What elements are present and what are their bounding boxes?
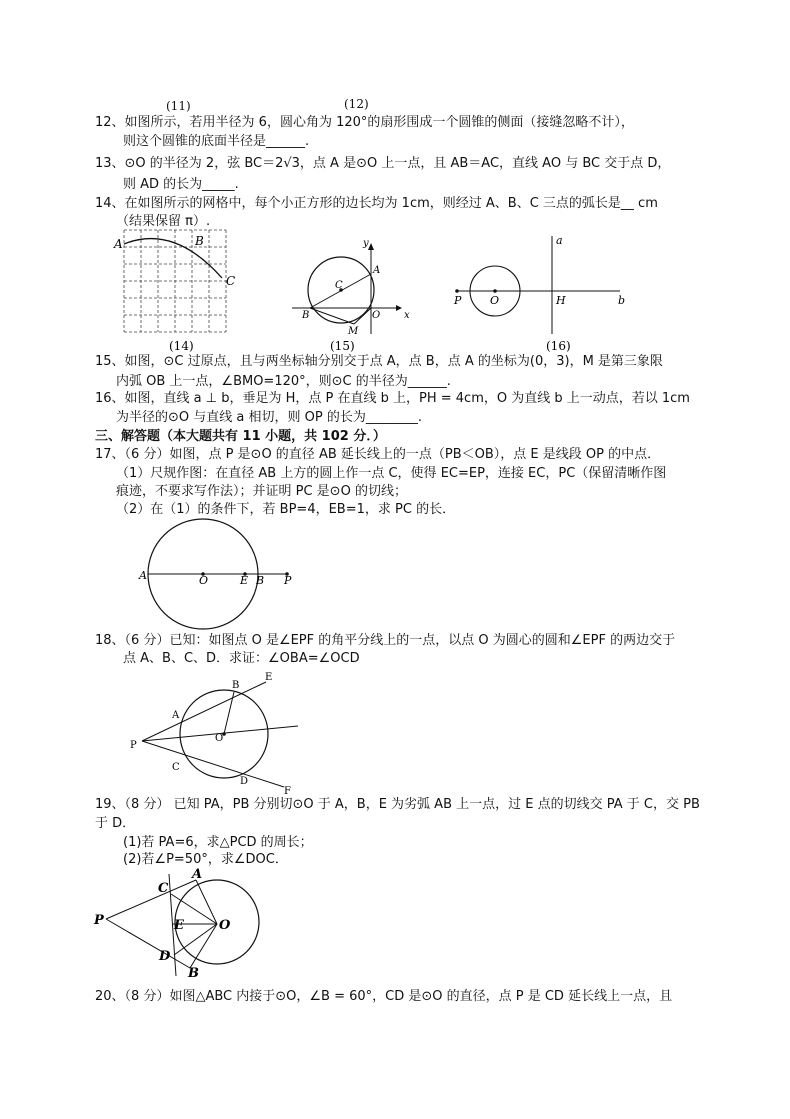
label-o: O	[219, 918, 231, 933]
q14-line2: （结果保留 π）.	[116, 214, 211, 229]
y-arrow	[368, 243, 374, 250]
label-c: C	[172, 762, 180, 773]
label-d: D	[159, 949, 171, 964]
q20-line1: 20、（8 分）如图△ABC 内接于⊙O，∠B = 60°，CD 是⊙O 的直径，点 P 是 CD 延长线上一点，且	[95, 989, 673, 1004]
label-x: x	[404, 310, 410, 321]
tangent-pa	[106, 880, 196, 919]
label-b: B	[302, 310, 310, 321]
label-e: E	[174, 918, 184, 933]
q19-line1: 19、（8 分） 已知 PA，PB 分别切⊙O 于 A，B，E 为劣弧 AB 上一点，过 E 点的切线交 PA 于 C，交 PB	[95, 797, 700, 812]
label-c: C	[226, 274, 236, 288]
q12-line2: 则这个圆锥的底面半径是______.	[123, 134, 310, 149]
label-f: F	[284, 786, 291, 796]
label-c: C	[335, 280, 343, 291]
label-p: P	[130, 740, 137, 751]
figure-16	[448, 230, 638, 356]
figure-19	[92, 864, 267, 980]
label-h: H	[556, 294, 566, 307]
line-mo	[354, 308, 371, 324]
label-c: C	[158, 881, 169, 896]
label-y: y	[363, 238, 369, 249]
q17-line2: （1）尺规作图：在直径 AB 上方的圆上作一点 C，使得 EC=EP，连接 EC，PC（保留清晰作图	[116, 466, 667, 481]
label-p: P	[454, 294, 462, 307]
label-a: A	[139, 569, 147, 582]
label-a: A	[192, 867, 203, 882]
label-e: E	[240, 574, 249, 587]
label-e: E	[265, 672, 273, 683]
label-a: a	[556, 234, 563, 247]
figure-17	[134, 518, 304, 630]
label-a: A	[373, 265, 381, 276]
q15-line2: 内弧 OB 上一点，∠BMO=120°，则⊙C 的半径为______.	[116, 374, 451, 389]
q14-line1: 14、在如图所示的网格中，每个小正方形的边长均为 1cm，则经过 A、B、C 三点的弧长是__ cm	[95, 196, 658, 211]
arc-abc	[124, 239, 222, 278]
caption-15: (15)	[330, 339, 355, 353]
label-b: B	[195, 234, 204, 248]
q16-line2: 为半径的⊙O 与直线 a 相切，则 OP 的长为________.	[116, 410, 422, 425]
label-m: M	[348, 326, 359, 337]
label-b: B	[188, 966, 199, 980]
q19-line2: 于 D．	[95, 816, 136, 831]
caption-16: (16)	[546, 339, 571, 353]
label-b: B	[232, 680, 240, 691]
label-o: O	[372, 310, 381, 321]
caption-12: (12)	[344, 97, 369, 111]
q19-line4: (2)若∠P=50°，求∠DOC．	[123, 852, 288, 867]
label-o: O	[215, 733, 224, 744]
point-p	[455, 289, 459, 293]
label-a: A	[172, 710, 180, 721]
q17-line1: 17、（6 分）如图，点 P 是⊙O 的直径 AB 延长线上的一点（PB＜OB），点 E 是线段 OP 的中点．	[95, 447, 661, 462]
circle-o	[175, 880, 259, 964]
label-b: B	[256, 574, 265, 587]
label-p: P	[94, 913, 104, 928]
figure-18	[124, 670, 304, 796]
caption-14: (14)	[169, 339, 194, 353]
q18-line2: 点 A、B、C、D．求证：∠OBA=∠OCD	[123, 651, 360, 666]
figure-14	[112, 226, 252, 356]
ray-pf	[142, 741, 284, 787]
grid	[124, 230, 226, 332]
x-arrow	[396, 305, 402, 311]
label-o: O	[199, 574, 209, 587]
q13-line2: 则 AD 的长为_____.	[123, 177, 239, 192]
q17-line3: 痕迹，不要求写作法）；并证明 PC 是⊙O 的切线；	[116, 484, 407, 499]
q17-line4: （2）在（1）的条件下，若 BP=4，EB=1，求 PC 的长．	[116, 502, 456, 517]
caption-11: (11)	[166, 99, 191, 113]
q18-line1: 18、（6 分）已知：如图点 O 是∠EPF 的角平分线上的一点，以点 O 为圆心的圆和∠EPF 的两边交于	[95, 633, 676, 648]
point-o	[493, 289, 497, 293]
q13-line1: 13、⊙O 的半径为 2，弦 BC＝2√3，点 A 是⊙O 上一点，且 AB＝AC，直线 AO 与 BC 交于点 D，	[95, 156, 671, 171]
ray-pe	[142, 682, 266, 741]
label-b: b	[618, 294, 626, 307]
label-p: P	[284, 574, 292, 587]
label-d: D	[240, 776, 249, 787]
q15-line1: 15、如图，⊙C 过原点，且与两坐标轴分别交于点 A，点 B，点 A 的坐标为(0，3)，M 是第三象限	[95, 354, 663, 369]
section-3-heading: 三、解答题（本大题共有 11 小题，共 102 分．）	[95, 429, 386, 444]
segment-bo	[224, 692, 234, 734]
q16-line1: 16、如图，直线 a ⊥ b，垂足为 H，点 P 在直线 b 上，PH = 4cm，O 为直线 b 上一动点，若以 1cm	[95, 391, 690, 406]
label-o: O	[490, 294, 500, 307]
figure-15	[288, 238, 418, 356]
label-a: A	[114, 237, 123, 251]
q19-line3: (1)若 PA=6，求△PCD 的周长；	[123, 835, 313, 850]
q12-line1: 12、如图所示，若用半径为 6，圆心角为 120°的扇形围成一个圆锥的侧面（接缝忽略不计），	[95, 115, 634, 130]
